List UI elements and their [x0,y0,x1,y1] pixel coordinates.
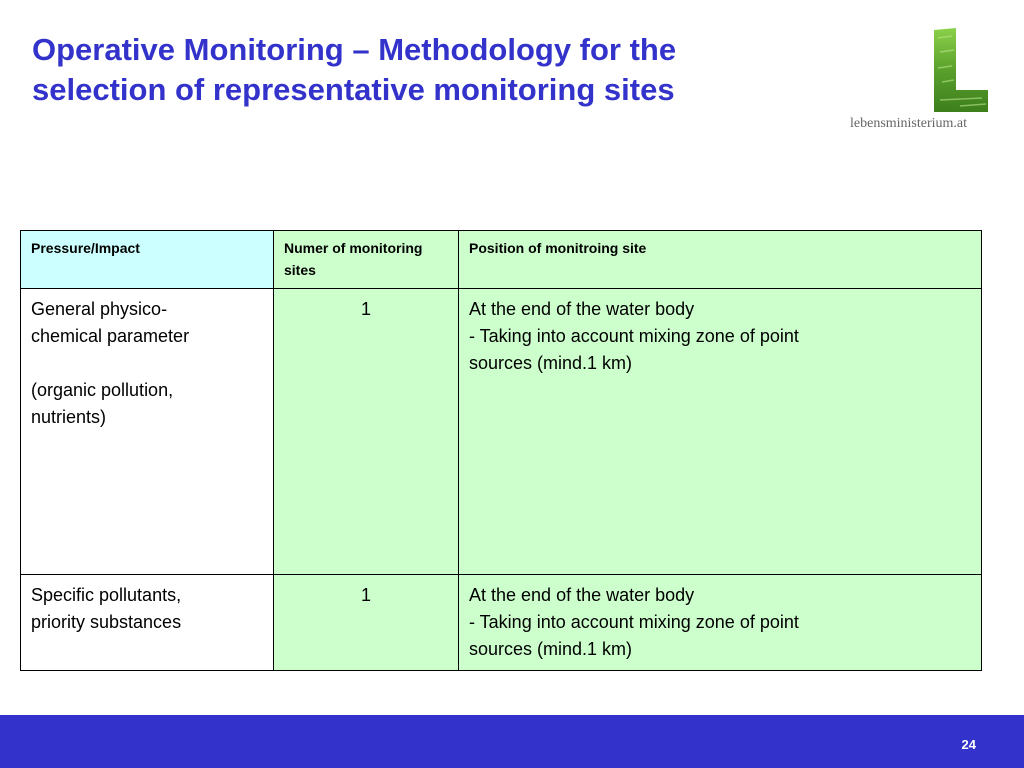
leaf-L-logo-icon [932,28,990,114]
header-number-of-sites: Numer of monitoring sites [274,231,459,289]
cell-text-line: - Taking into account mixing zone of point [469,612,799,632]
cell-pressure [21,575,274,671]
header-position: Position of monitroing site [459,231,982,289]
cell-text-line: At the end of the water body [469,299,695,319]
cell-text-line: sources (mind.1 km) [469,353,633,373]
cell-text-line: - Taking into account mixing zone of point [469,326,799,346]
cell-text-line: General physico- [31,299,168,319]
cell-text-line: (organic pollution, [31,380,174,400]
cell-text-line: At the end of the water body [469,585,695,605]
logo-text: lebensministerium.at [850,116,968,131]
cell-position [459,575,982,671]
cell-text-line: nutrients) [31,407,107,427]
cell-text-line: sources (mind.1 km) [469,639,633,659]
cell-count: 1 [274,289,459,575]
footer-bar [0,715,1024,768]
table-row [21,289,982,575]
table-row [21,575,982,671]
page-number: 24 [961,737,976,752]
cell-text-line: priority substances [31,612,182,632]
slide-title: Operative Monitoring – Methodology for the selection of representative monitoring sites [32,32,677,107]
cell-count: 1 [274,575,459,671]
cell-pressure [21,289,274,575]
table-header-row [21,231,982,289]
cell-text-line: Specific pollutants, [31,585,182,605]
monitoring-table [20,230,982,671]
cell-position [459,289,982,575]
cell-text-line: chemical parameter [31,326,190,346]
header-pressure-impact: Pressure/Impact [21,231,274,289]
